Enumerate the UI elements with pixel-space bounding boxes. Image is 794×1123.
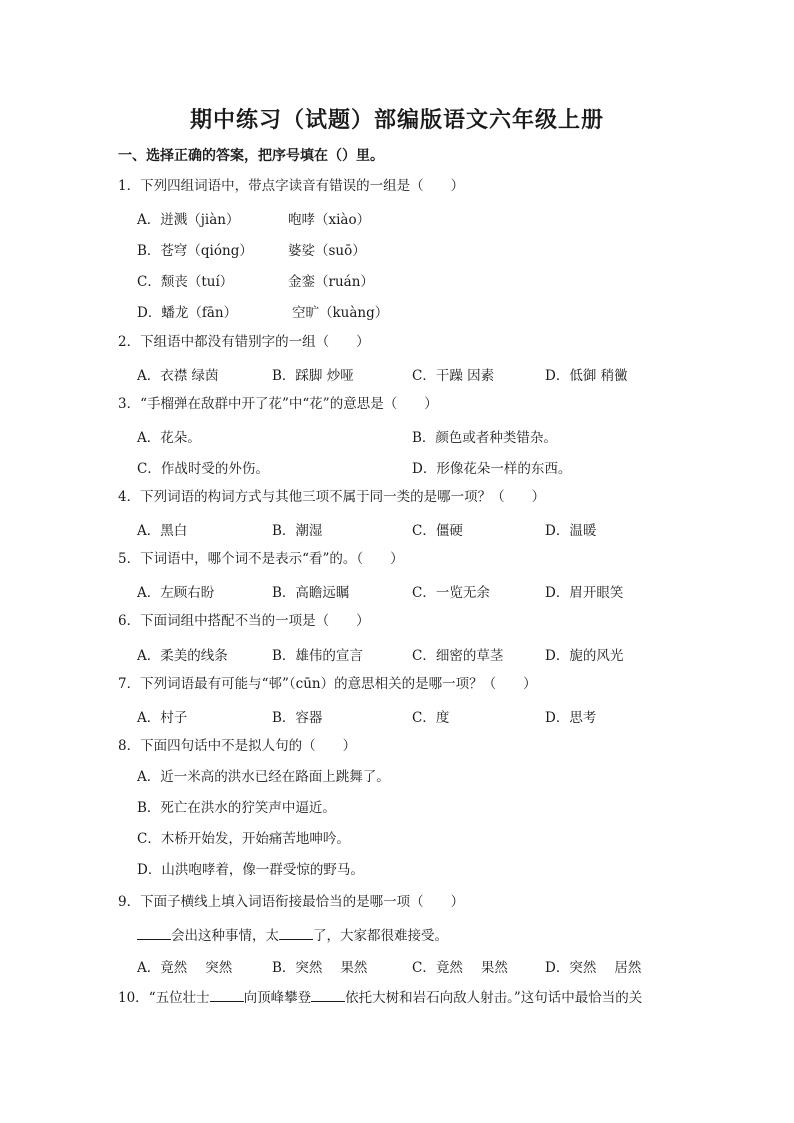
question-9-stem: 9．下面子横线上填入词语衔接最恰当的是哪一项（ ）	[118, 894, 465, 910]
question-5-options	[0, 581, 794, 599]
question-6-options	[0, 644, 794, 662]
q6-option-b: B．雄伟的宣言	[272, 648, 363, 664]
q5-option-b: B．高瞻远瞩	[272, 585, 350, 601]
q10-part-b: 向顶峰攀登	[243, 990, 312, 1006]
q3-option-a: A．花朵。	[137, 430, 201, 446]
question-8-stem: 8．下面四句话中不是拟人句的（ ）	[118, 738, 357, 754]
question-3-stem: 3．“手榴弹在敌群中开了花”中“花”的意思是（ ）	[118, 396, 438, 412]
fill-blank	[279, 925, 313, 940]
question-1-row-d	[0, 301, 794, 319]
q8-option-b: B．死亡在洪水的狞笑声中逼近。	[137, 800, 336, 816]
q9-option-a: A．竟然 突然	[137, 960, 233, 976]
q8-option-c: C．木桥开始发，开始痛苦地呻吟。	[137, 831, 350, 847]
question-2-stem: 2．下组语中都没有错别字的一组（ ）	[118, 334, 370, 350]
fill-blank	[311, 987, 345, 1002]
q1-option-c-right: 金銮（ruán）	[288, 274, 374, 290]
q10-number: 10．	[118, 990, 149, 1006]
q3-option-d: D．形像花朵一样的东西。	[412, 461, 572, 477]
q6-option-d: D．旎的风光	[545, 648, 624, 664]
q7-option-c: C．度	[412, 710, 450, 726]
q7-option-d: D．思考	[545, 710, 597, 726]
question-7-options	[0, 706, 794, 724]
q10-part-c: 依托大树和岩石向敌人射击。”这句话中最恰当的关	[345, 990, 643, 1006]
q4-option-d: D．温暖	[545, 523, 597, 539]
q1-option-b-left: B．苍穹（qióng）	[137, 243, 253, 259]
q1-option-d-right: 空旷（kuàng）	[292, 305, 389, 321]
q3-option-c: C．作战时受的外伤。	[137, 461, 269, 477]
q3-option-b: B．颜色或者种类错杂。	[412, 430, 557, 446]
question-2-options	[0, 364, 794, 382]
question-1-row-c	[0, 270, 794, 288]
q8-option-d: D．山洪咆哮着，像一群受惊的野马。	[137, 862, 364, 878]
q7-option-b: B．容器	[272, 710, 323, 726]
fill-blank	[210, 987, 244, 1002]
q1-option-b-right: 婆娑（suō）	[288, 243, 366, 259]
page-title: 期中练习（试题）部编版语文六年级上册	[189, 107, 604, 133]
q4-option-a: A．黑白	[137, 523, 188, 539]
section-heading: 一、选择正确的答案，把序号填在（）里。	[118, 148, 384, 164]
q7-option-a: A．村子	[137, 710, 188, 726]
q2-option-c: C．干躁 因素	[412, 368, 495, 384]
question-1-row-b	[0, 239, 794, 257]
question-4-options	[0, 519, 794, 537]
question-5-stem: 5．下词语中，哪个词不是表示“看”的。（ ）	[118, 551, 404, 567]
q1-option-c-left: C．颓丧（tuí）	[137, 274, 234, 290]
question-7-stem: 7．下列词语最有可能与“邨”（cūn）的意思相关的是哪一项？（ ）	[118, 676, 537, 692]
question-3-options-row1	[0, 426, 794, 444]
question-4-stem: 4．下列词语的构词方式与其他三项不属于同一类的是哪一项？（ ）	[118, 489, 546, 505]
q1-option-a-right: 咆哮（xiào）	[288, 212, 371, 228]
q10-part-a: “五位壮士	[148, 990, 210, 1006]
q6-option-c: C．细密的草茎	[412, 648, 504, 664]
q1-option-d-left: D．蟠龙（fān）	[137, 305, 238, 321]
q2-option-a: A．衣襟 绿茵	[137, 368, 219, 384]
q5-option-c: C．一览无余	[412, 585, 490, 601]
q9-option-d: D．突然 居然	[545, 960, 642, 976]
q4-option-c: C．僵硬	[412, 523, 463, 539]
q8-option-a: A．近一米高的洪水已经在路面上跳舞了。	[137, 769, 390, 785]
q2-option-d: D．低御 稍黴	[545, 368, 628, 384]
question-1-row-a	[0, 208, 794, 226]
question-10-stem	[118, 987, 642, 1007]
q2-option-b: B．踩脚 炒哑	[272, 368, 354, 384]
q9-sentence-part-b: 了，大家都很难接受。	[313, 928, 448, 944]
q5-option-a: A．左顾右盼	[137, 585, 215, 601]
q6-option-a: A．柔美的线条	[137, 648, 228, 664]
question-3-options-row2	[0, 457, 794, 475]
question-1-stem: 1．下列四组词语中，带点字读音有错误的一组是（ ）	[118, 178, 465, 194]
q1-option-a-left: A．迸溅（jiàn）	[137, 212, 240, 228]
q9-sentence	[137, 925, 448, 945]
q9-sentence-part-a: 会出这种事情，太	[171, 928, 279, 944]
question-9-options	[0, 956, 794, 974]
fill-blank	[137, 925, 171, 940]
q4-option-b: B．潮湿	[272, 523, 323, 539]
question-6-stem: 6．下面词组中搭配不当的一项是（ ）	[118, 613, 370, 629]
q5-option-d: D．眉开眼笑	[545, 585, 624, 601]
q9-option-c: C．竟然 果然	[412, 960, 508, 976]
q9-option-b: B．突然 果然	[272, 960, 368, 976]
